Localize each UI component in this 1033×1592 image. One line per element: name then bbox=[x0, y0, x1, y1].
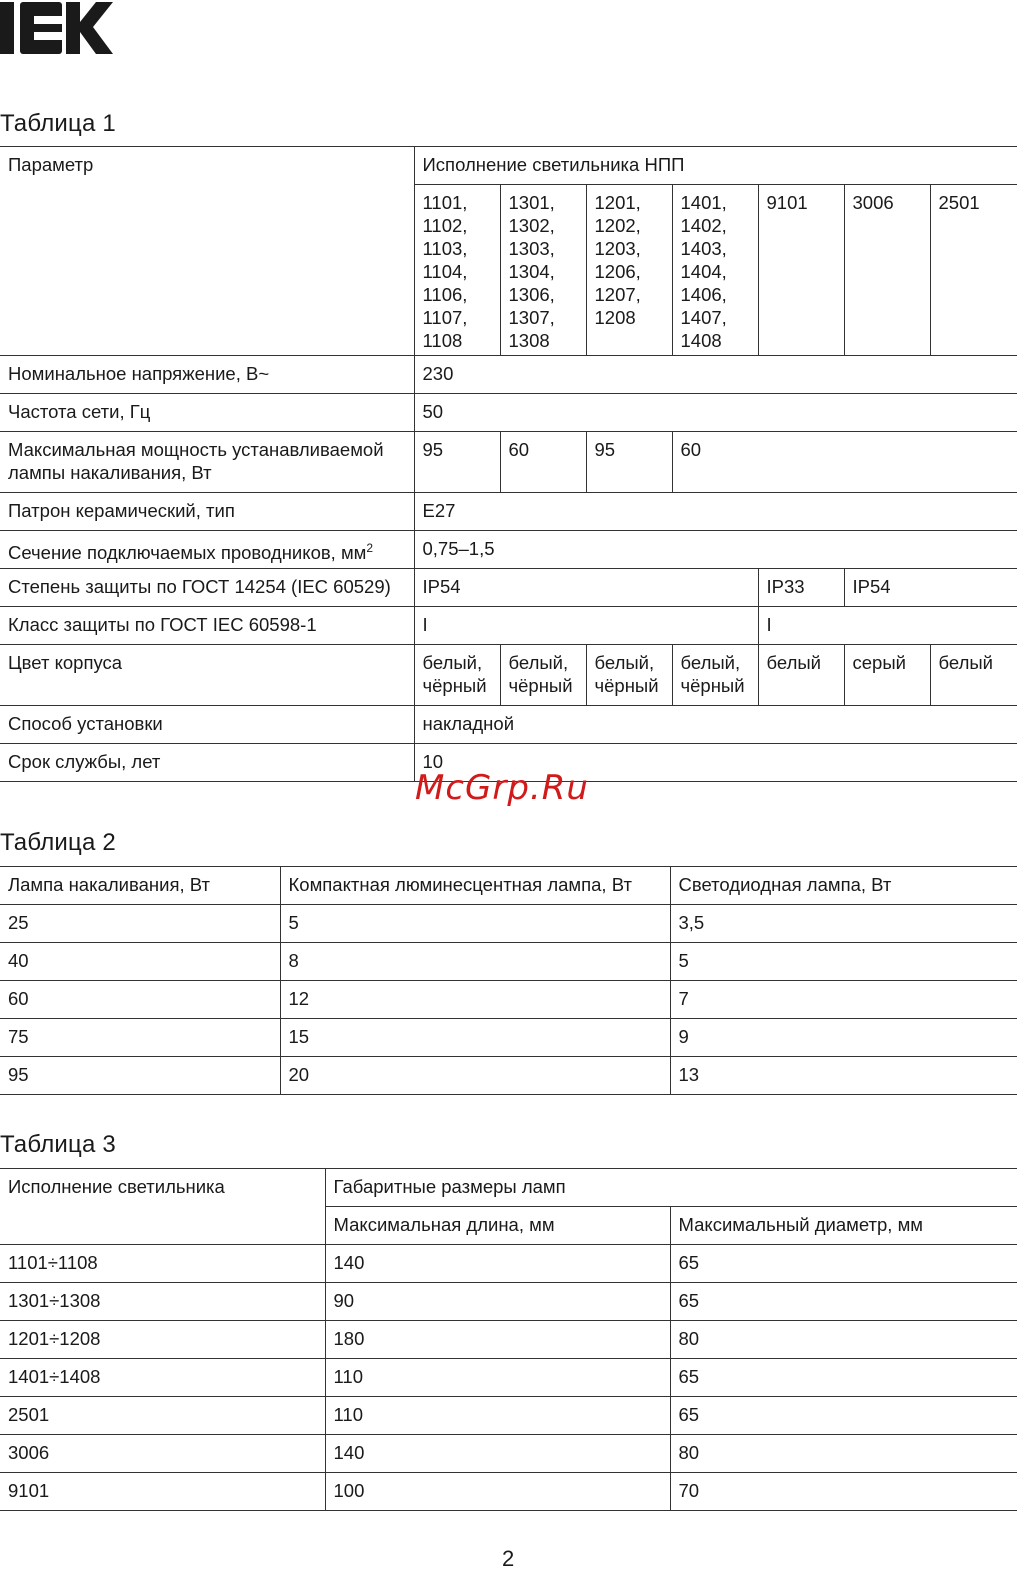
table2-cell: 5 bbox=[280, 905, 670, 943]
power-label: Максимальная мощность устанавливаемой лампы накаливания, Вт bbox=[0, 432, 414, 493]
ip-value: IP33 bbox=[758, 569, 844, 607]
table2-cell: 13 bbox=[670, 1057, 1017, 1095]
table3-cell: 70 bbox=[670, 1473, 1017, 1511]
table2 bbox=[0, 866, 1017, 1095]
table2-header: Лампа накаливания, Вт bbox=[0, 867, 280, 905]
table1-caption: Таблица 1 bbox=[0, 110, 116, 137]
variant-cell: 3006 bbox=[844, 185, 930, 356]
frequency-label: Частота сети, Гц bbox=[0, 394, 414, 432]
table3-cell: 1401÷1408 bbox=[0, 1359, 325, 1397]
table3-diameter-header: Максимальный диаметр, мм bbox=[670, 1207, 1017, 1245]
mounting-value: накладной bbox=[414, 706, 1017, 744]
table3-cell: 180 bbox=[325, 1321, 670, 1359]
wire-value: 0,75–1,5 bbox=[414, 531, 1017, 569]
table1 bbox=[0, 146, 1017, 782]
socket-label: Патрон керамический, тип bbox=[0, 493, 414, 531]
table3 bbox=[0, 1168, 1017, 1511]
ip-value: IP54 bbox=[844, 569, 1017, 607]
table3-cell: 1201÷1208 bbox=[0, 1321, 325, 1359]
power-value: 95 bbox=[586, 432, 672, 493]
page-number: 2 bbox=[502, 1546, 515, 1571]
table3-cell: 90 bbox=[325, 1283, 670, 1321]
lifetime-label: Срок службы, лет bbox=[0, 744, 414, 782]
color-label: Цвет корпуса bbox=[0, 645, 414, 706]
ip-label: Степень защиты по ГОСТ 14254 (IEC 60529) bbox=[0, 569, 414, 607]
table3-cell: 65 bbox=[670, 1283, 1017, 1321]
color-value: белый, чёрный bbox=[672, 645, 758, 706]
variant-cell: 1401, 1402, 1403, 1404, 1406, 1407, 1408 bbox=[672, 185, 758, 356]
socket-value: E27 bbox=[414, 493, 1017, 531]
power-value: 60 bbox=[672, 432, 1017, 493]
variant-cell: 1201, 1202, 1203, 1206, 1207, 1208 bbox=[586, 185, 672, 356]
variant-cell: 1301, 1302, 1303, 1304, 1306, 1307, 1308 bbox=[500, 185, 586, 356]
voltage-label: Номинальное напряжение, В~ bbox=[0, 356, 414, 394]
variant-cell: 9101 bbox=[758, 185, 844, 356]
variant-cell: 1101, 1102, 1103, 1104, 1106, 1107, 1108 bbox=[414, 185, 500, 356]
table2-cell: 95 bbox=[0, 1057, 280, 1095]
table2-cell: 3,5 bbox=[670, 905, 1017, 943]
table2-cell: 5 bbox=[670, 943, 1017, 981]
table2-cell: 25 bbox=[0, 905, 280, 943]
table3-cell: 140 bbox=[325, 1435, 670, 1473]
table3-cell: 65 bbox=[670, 1397, 1017, 1435]
table2-cell: 75 bbox=[0, 1019, 280, 1057]
watermark: McGrp.Ru bbox=[415, 768, 589, 808]
color-value: белый bbox=[930, 645, 1017, 706]
table3-cell: 65 bbox=[670, 1245, 1017, 1283]
power-value: 95 bbox=[414, 432, 500, 493]
table3-cell: 110 bbox=[325, 1397, 670, 1435]
class-label: Класс защиты по ГОСТ IEC 60598-1 bbox=[0, 607, 414, 645]
table3-length-header: Максимальная длина, мм bbox=[325, 1207, 670, 1245]
color-value: белый, чёрный bbox=[500, 645, 586, 706]
lifetime-value: 10 bbox=[414, 744, 1017, 782]
table3-group-header: Габаритные размеры ламп bbox=[325, 1169, 1017, 1207]
table2-cell: 8 bbox=[280, 943, 670, 981]
wire-label: Сечение подключаемых проводников, $мм^2$ bbox=[0, 531, 414, 569]
table2-header: Компактная люминесцентная лампа, Вт bbox=[280, 867, 670, 905]
color-value: белый, чёрный bbox=[414, 645, 500, 706]
color-value: белый, чёрный bbox=[586, 645, 672, 706]
table3-cell: 65 bbox=[670, 1359, 1017, 1397]
table3-cell: 110 bbox=[325, 1359, 670, 1397]
table3-cell: 140 bbox=[325, 1245, 670, 1283]
color-value: серый bbox=[844, 645, 930, 706]
table3-caption: Таблица 3 bbox=[0, 1131, 116, 1158]
table2-cell: 9 bbox=[670, 1019, 1017, 1057]
iek-logo bbox=[0, 2, 113, 54]
table1-group-header: Исполнение светильника НПП bbox=[414, 147, 1017, 185]
table2-cell: 60 bbox=[0, 981, 280, 1019]
table3-cell: 80 bbox=[670, 1435, 1017, 1473]
table2-cell: 12 bbox=[280, 981, 670, 1019]
ip-value: IP54 bbox=[414, 569, 758, 607]
voltage-value: 230 bbox=[414, 356, 1017, 394]
table3-cell: 1301÷1308 bbox=[0, 1283, 325, 1321]
class-value: I bbox=[758, 607, 1017, 645]
table3-cell: 2501 bbox=[0, 1397, 325, 1435]
frequency-value: 50 bbox=[414, 394, 1017, 432]
table2-cell: 7 bbox=[670, 981, 1017, 1019]
table2-header: Светодиодная лампа, Вт bbox=[670, 867, 1017, 905]
table3-cell: 3006 bbox=[0, 1435, 325, 1473]
table1-param-header: Параметр bbox=[0, 147, 414, 356]
mounting-label: Способ установки bbox=[0, 706, 414, 744]
table2-caption: Таблица 2 bbox=[0, 829, 116, 856]
variant-cell: 2501 bbox=[930, 185, 1017, 356]
table2-cell: 20 bbox=[280, 1057, 670, 1095]
table2-cell: 15 bbox=[280, 1019, 670, 1057]
table3-cell: 80 bbox=[670, 1321, 1017, 1359]
power-value: 60 bbox=[500, 432, 586, 493]
class-value: I bbox=[414, 607, 758, 645]
table2-cell: 40 bbox=[0, 943, 280, 981]
table3-variant-header: Исполнение светильника bbox=[0, 1169, 325, 1245]
color-value: белый bbox=[758, 645, 844, 706]
table3-cell: 100 bbox=[325, 1473, 670, 1511]
table3-cell: 1101÷1108 bbox=[0, 1245, 325, 1283]
table3-cell: 9101 bbox=[0, 1473, 325, 1511]
